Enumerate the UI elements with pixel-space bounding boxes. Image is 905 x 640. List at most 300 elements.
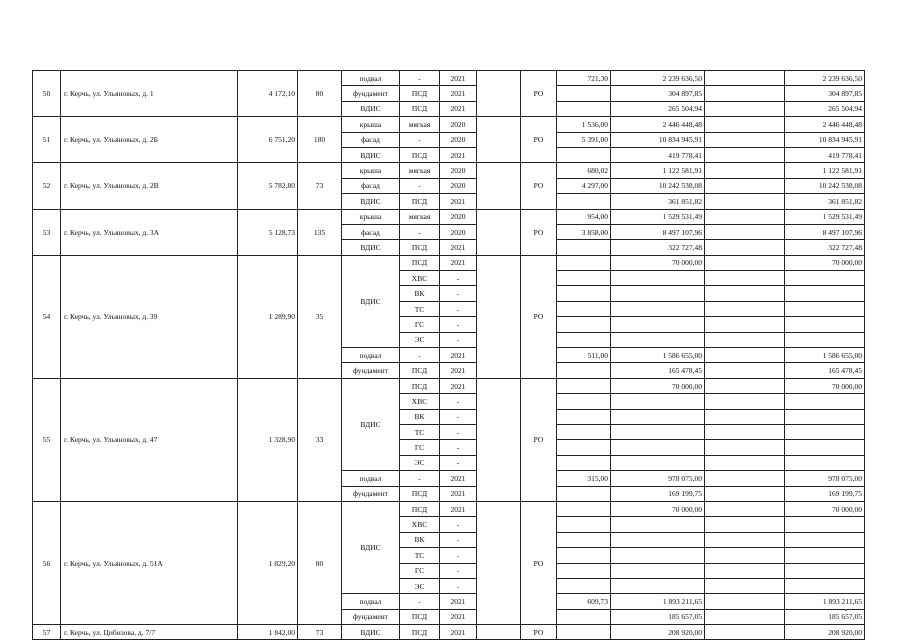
empty-cell <box>705 486 785 501</box>
empty-cell <box>705 409 785 424</box>
empty-cell <box>705 147 785 162</box>
total-cell: 419 778,41 <box>785 147 865 162</box>
total-cell: 265 504,94 <box>785 101 865 116</box>
area-cell: 5 128,73 <box>238 209 298 255</box>
total-cell: 208 920,00 <box>785 625 865 640</box>
cost-cell: 169 199,75 <box>611 486 705 501</box>
empty-cell <box>557 424 611 439</box>
cost-cell <box>611 317 705 332</box>
year-cell: 2020 <box>440 224 477 239</box>
work-type-cell: ВДИС <box>342 255 400 347</box>
material-cell: ПСД <box>400 378 440 393</box>
table-row <box>33 501 865 516</box>
material-cell: ТС <box>400 301 440 316</box>
cost-cell: 1 586 655,00 <box>611 348 705 363</box>
empty-cell <box>705 209 785 224</box>
empty-cell <box>477 117 521 163</box>
row-number: 55 <box>33 378 61 501</box>
total-cell <box>785 548 865 563</box>
total-cell: 70 000,00 <box>785 378 865 393</box>
empty-cell <box>477 209 521 255</box>
cost-cell: 322 727,48 <box>611 240 705 255</box>
address-cell: г. Керчь, ул. Ульяновых, д. 47 <box>61 378 238 501</box>
volume-cell: 721,30 <box>557 71 611 86</box>
empty-cell <box>705 71 785 86</box>
material-cell: - <box>400 71 440 86</box>
material-cell: ЭС <box>400 578 440 593</box>
volume-cell: 954,00 <box>557 209 611 224</box>
cost-cell: 2 239 636,50 <box>611 71 705 86</box>
empty-cell <box>705 163 785 178</box>
cost-cell: 70 000,00 <box>611 501 705 516</box>
material-cell: ПСД <box>400 86 440 101</box>
total-cell <box>785 563 865 578</box>
fund-cell: РО <box>521 378 557 501</box>
material-cell: мягкая <box>400 163 440 178</box>
work-type-cell: фасад <box>342 178 400 193</box>
address-cell: г. Керчь, ул. Ульяновых, д. 39 <box>61 255 238 378</box>
year-cell: 2021 <box>440 625 477 640</box>
fund-cell: РО <box>521 117 557 163</box>
total-cell: 322 727,48 <box>785 240 865 255</box>
work-type-cell: ВДИС <box>342 378 400 470</box>
material-cell: ПСД <box>400 101 440 116</box>
cost-cell: 2 446 448,48 <box>611 117 705 132</box>
empty-cell <box>705 194 785 209</box>
year-cell: 2021 <box>440 71 477 86</box>
total-cell <box>785 394 865 409</box>
fund-cell: РО <box>521 163 557 209</box>
work-type-cell: фасад <box>342 132 400 147</box>
table-row <box>33 117 865 132</box>
empty-cell <box>705 224 785 239</box>
work-type-cell: крыша <box>342 209 400 224</box>
year-cell: - <box>440 424 477 439</box>
empty-cell <box>477 71 521 117</box>
fund-cell: РО <box>521 255 557 378</box>
material-cell: ГС <box>400 563 440 578</box>
residents-cell: 33 <box>298 378 342 501</box>
year-cell: 2021 <box>440 194 477 209</box>
table-row <box>33 255 865 270</box>
address-cell: г. Керчь, ул. Цибизова, д. 7/7 <box>61 625 238 640</box>
year-cell: - <box>440 548 477 563</box>
volume-cell: 1 536,00 <box>557 117 611 132</box>
total-cell <box>785 332 865 347</box>
residents-cell: 73 <box>298 625 342 640</box>
volume-cell: 315,00 <box>557 471 611 486</box>
empty-cell <box>705 378 785 393</box>
material-cell: ГС <box>400 317 440 332</box>
table-row <box>33 625 865 640</box>
year-cell: - <box>440 317 477 332</box>
table-row <box>33 71 865 86</box>
work-type-cell: подвал <box>342 71 400 86</box>
cost-cell: 10 834 945,91 <box>611 132 705 147</box>
total-cell <box>785 532 865 547</box>
cost-cell <box>611 286 705 301</box>
work-type-cell: фундамент <box>342 609 400 624</box>
total-cell: 169 199,75 <box>785 486 865 501</box>
material-cell: мягкая <box>400 117 440 132</box>
work-type-cell: крыша <box>342 163 400 178</box>
cost-cell: 208 920,00 <box>611 625 705 640</box>
empty-cell <box>705 394 785 409</box>
total-cell: 304 897,85 <box>785 86 865 101</box>
total-cell <box>785 424 865 439</box>
year-cell: - <box>440 563 477 578</box>
volume-cell <box>557 609 611 624</box>
volume-cell: 609,73 <box>557 594 611 609</box>
total-cell: 2 446 448,48 <box>785 117 865 132</box>
year-cell: - <box>440 517 477 532</box>
material-cell: ХВС <box>400 271 440 286</box>
empty-cell <box>557 501 611 516</box>
year-cell: - <box>440 440 477 455</box>
volume-cell <box>557 240 611 255</box>
year-cell: 2021 <box>440 378 477 393</box>
total-cell: 10 834 945,91 <box>785 132 865 147</box>
empty-cell <box>557 517 611 532</box>
material-cell: - <box>400 594 440 609</box>
material-cell: ПСД <box>400 501 440 516</box>
work-type-cell: ВДИС <box>342 625 400 640</box>
empty-cell <box>705 240 785 255</box>
material-cell: ПСД <box>400 194 440 209</box>
volume-cell: 3 858,00 <box>557 224 611 239</box>
volume-cell: 5 391,00 <box>557 132 611 147</box>
cost-cell: 1 893 211,65 <box>611 594 705 609</box>
empty-cell <box>705 440 785 455</box>
table-row <box>33 209 865 224</box>
material-cell: ВК <box>400 286 440 301</box>
material-cell: ПСД <box>400 255 440 270</box>
total-cell: 1 893 211,65 <box>785 594 865 609</box>
year-cell: 2021 <box>440 486 477 501</box>
year-cell: - <box>440 532 477 547</box>
residents-cell: 135 <box>298 209 342 255</box>
cost-cell: 361 851,82 <box>611 194 705 209</box>
empty-cell <box>557 394 611 409</box>
residents-cell: 180 <box>298 117 342 163</box>
material-cell: ПСД <box>400 625 440 640</box>
empty-cell <box>705 301 785 316</box>
empty-cell <box>705 317 785 332</box>
empty-cell <box>557 563 611 578</box>
row-number: 56 <box>33 501 61 624</box>
empty-cell <box>557 255 611 270</box>
empty-cell <box>557 332 611 347</box>
empty-cell <box>705 117 785 132</box>
total-cell <box>785 286 865 301</box>
empty-cell <box>705 271 785 286</box>
year-cell: 2021 <box>440 363 477 378</box>
work-type-cell: ВДИС <box>342 147 400 162</box>
empty-cell <box>705 332 785 347</box>
residents-cell: 80 <box>298 71 342 117</box>
row-number: 57 <box>33 625 61 640</box>
total-cell <box>785 317 865 332</box>
empty-cell <box>705 455 785 470</box>
address-cell: г. Керчь, ул. Ульяновых, д. 2Б <box>61 117 238 163</box>
material-cell: ЭС <box>400 455 440 470</box>
year-cell: 2021 <box>440 594 477 609</box>
work-type-cell: фасад <box>342 224 400 239</box>
work-type-cell: ВДИС <box>342 240 400 255</box>
year-cell: 2021 <box>440 348 477 363</box>
fund-cell: РО <box>521 625 557 640</box>
cost-cell: 1 122 581,91 <box>611 163 705 178</box>
empty-cell <box>705 532 785 547</box>
work-type-cell: фундамент <box>342 86 400 101</box>
year-cell: 2020 <box>440 163 477 178</box>
residents-cell: 73 <box>298 163 342 209</box>
area-cell: 1 328,90 <box>238 378 298 501</box>
empty-cell <box>705 424 785 439</box>
year-cell: - <box>440 578 477 593</box>
empty-cell <box>705 286 785 301</box>
empty-cell <box>557 301 611 316</box>
cost-cell <box>611 332 705 347</box>
area-cell: 1 289,90 <box>238 255 298 378</box>
empty-cell <box>557 286 611 301</box>
empty-cell <box>557 317 611 332</box>
cost-cell <box>611 532 705 547</box>
total-cell: 1 586 655,00 <box>785 348 865 363</box>
work-type-cell: фундамент <box>342 486 400 501</box>
row-number: 50 <box>33 71 61 117</box>
empty-cell <box>557 440 611 455</box>
table-row <box>33 378 865 393</box>
empty-cell <box>557 578 611 593</box>
year-cell: - <box>440 394 477 409</box>
material-cell: ЭС <box>400 332 440 347</box>
year-cell: 2021 <box>440 471 477 486</box>
year-cell: 2020 <box>440 132 477 147</box>
empty-cell <box>477 163 521 209</box>
year-cell: 2021 <box>440 609 477 624</box>
cost-cell: 265 504,94 <box>611 101 705 116</box>
total-cell <box>785 440 865 455</box>
empty-cell <box>557 548 611 563</box>
address-cell: г. Керчь, ул. Ульяновых, д. 3А <box>61 209 238 255</box>
total-cell <box>785 578 865 593</box>
total-cell <box>785 301 865 316</box>
cost-cell: 165 478,45 <box>611 363 705 378</box>
volume-cell <box>557 194 611 209</box>
volume-cell: 680,02 <box>557 163 611 178</box>
area-cell: 1 842,00 <box>238 625 298 640</box>
empty-cell <box>705 132 785 147</box>
residents-cell: 35 <box>298 255 342 378</box>
total-cell: 1 122 581,91 <box>785 163 865 178</box>
material-cell: ПСД <box>400 240 440 255</box>
year-cell: - <box>440 455 477 470</box>
material-cell: - <box>400 471 440 486</box>
empty-cell <box>705 178 785 193</box>
work-type-cell: подвал <box>342 594 400 609</box>
material-cell: ТС <box>400 424 440 439</box>
material-cell: ХВС <box>400 394 440 409</box>
cost-cell: 70 000,00 <box>611 255 705 270</box>
material-cell: мягкая <box>400 209 440 224</box>
cost-cell: 1 529 531,49 <box>611 209 705 224</box>
empty-cell <box>705 548 785 563</box>
cost-cell <box>611 517 705 532</box>
year-cell: - <box>440 409 477 424</box>
cost-cell <box>611 271 705 286</box>
cost-cell: 10 242 538,08 <box>611 178 705 193</box>
year-cell: - <box>440 301 477 316</box>
empty-cell <box>705 363 785 378</box>
volume-cell: 511,00 <box>557 348 611 363</box>
cost-cell: 8 497 107,96 <box>611 224 705 239</box>
cost-cell: 419 778,41 <box>611 147 705 162</box>
cost-cell: 70 000,00 <box>611 378 705 393</box>
cost-cell <box>611 563 705 578</box>
total-cell <box>785 409 865 424</box>
work-type-cell: ВДИС <box>342 501 400 593</box>
address-cell: г. Керчь, ул. Ульяновых, д. 2В <box>61 163 238 209</box>
material-cell: ПСД <box>400 486 440 501</box>
empty-cell <box>477 378 521 501</box>
year-cell: 2020 <box>440 178 477 193</box>
work-type-cell: крыша <box>342 117 400 132</box>
empty-cell <box>705 625 785 640</box>
cost-cell <box>611 409 705 424</box>
cost-cell <box>611 578 705 593</box>
cost-cell <box>611 394 705 409</box>
volume-cell <box>557 147 611 162</box>
empty-cell <box>705 348 785 363</box>
total-cell <box>785 517 865 532</box>
empty-cell <box>477 625 521 640</box>
material-cell: - <box>400 348 440 363</box>
cost-cell: 185 657,05 <box>611 609 705 624</box>
empty-cell <box>705 563 785 578</box>
total-cell: 361 851,82 <box>785 194 865 209</box>
empty-cell <box>705 578 785 593</box>
total-cell: 2 239 636,50 <box>785 71 865 86</box>
empty-cell <box>705 517 785 532</box>
cost-cell: 978 075,00 <box>611 471 705 486</box>
year-cell: 2021 <box>440 501 477 516</box>
year-cell: 2021 <box>440 86 477 101</box>
area-cell: 6 751,20 <box>238 117 298 163</box>
empty-cell <box>557 409 611 424</box>
total-cell: 10 242 538,08 <box>785 178 865 193</box>
fund-cell: РО <box>521 209 557 255</box>
total-cell: 70 000,00 <box>785 255 865 270</box>
row-number: 52 <box>33 163 61 209</box>
empty-cell <box>705 471 785 486</box>
volume-cell <box>557 625 611 640</box>
cost-cell <box>611 455 705 470</box>
scan-speck <box>845 609 847 611</box>
empty-cell <box>705 594 785 609</box>
empty-cell <box>705 255 785 270</box>
year-cell: 2021 <box>440 101 477 116</box>
cost-cell <box>611 301 705 316</box>
year-cell: - <box>440 286 477 301</box>
material-cell: ВК <box>400 532 440 547</box>
area-cell: 1 829,20 <box>238 501 298 624</box>
material-cell: - <box>400 178 440 193</box>
empty-cell <box>557 378 611 393</box>
area-cell: 4 172,10 <box>238 71 298 117</box>
material-cell: - <box>400 132 440 147</box>
material-cell: ТС <box>400 548 440 563</box>
empty-cell <box>705 101 785 116</box>
work-type-cell: подвал <box>342 348 400 363</box>
empty-cell <box>477 255 521 378</box>
total-cell: 185 657,05 <box>785 609 865 624</box>
empty-cell <box>557 271 611 286</box>
work-type-cell: подвал <box>342 471 400 486</box>
cost-cell: 304 897,85 <box>611 86 705 101</box>
volume-cell <box>557 86 611 101</box>
year-cell: - <box>440 271 477 286</box>
row-number: 51 <box>33 117 61 163</box>
empty-cell <box>705 86 785 101</box>
material-cell: ПСД <box>400 363 440 378</box>
total-cell: 8 497 107,96 <box>785 224 865 239</box>
cost-cell <box>611 440 705 455</box>
table-row <box>33 163 865 178</box>
year-cell: 2020 <box>440 117 477 132</box>
work-type-cell: ВДИС <box>342 194 400 209</box>
material-cell: ГС <box>400 440 440 455</box>
volume-cell <box>557 486 611 501</box>
fund-cell: РО <box>521 501 557 624</box>
material-cell: ПСД <box>400 147 440 162</box>
total-cell: 70 000,00 <box>785 501 865 516</box>
material-cell: ВК <box>400 409 440 424</box>
empty-cell <box>477 501 521 624</box>
material-cell: ХВС <box>400 517 440 532</box>
year-cell: 2020 <box>440 209 477 224</box>
year-cell: 2021 <box>440 255 477 270</box>
empty-cell <box>705 609 785 624</box>
total-cell: 978 075,00 <box>785 471 865 486</box>
total-cell: 165 478,45 <box>785 363 865 378</box>
volume-cell: 4 297,00 <box>557 178 611 193</box>
volume-cell <box>557 363 611 378</box>
total-cell <box>785 455 865 470</box>
work-type-cell: фундамент <box>342 363 400 378</box>
volume-cell <box>557 101 611 116</box>
material-cell: - <box>400 224 440 239</box>
year-cell: - <box>440 332 477 347</box>
area-cell: 5 782,80 <box>238 163 298 209</box>
table-body <box>33 71 865 640</box>
capital-repair-table <box>32 70 865 640</box>
residents-cell: 80 <box>298 501 342 624</box>
cost-cell <box>611 548 705 563</box>
cost-cell <box>611 424 705 439</box>
fund-cell: РО <box>521 71 557 117</box>
year-cell: 2021 <box>440 147 477 162</box>
row-number: 53 <box>33 209 61 255</box>
year-cell: 2021 <box>440 240 477 255</box>
work-type-cell: ВДИС <box>342 101 400 116</box>
material-cell: ПСД <box>400 609 440 624</box>
empty-cell <box>705 501 785 516</box>
address-cell: г. Керчь, ул. Ульяновых, д. 1 <box>61 71 238 117</box>
empty-cell <box>557 532 611 547</box>
address-cell: г. Керчь, ул. Ульяновых, д. 51А <box>61 501 238 624</box>
total-cell <box>785 271 865 286</box>
